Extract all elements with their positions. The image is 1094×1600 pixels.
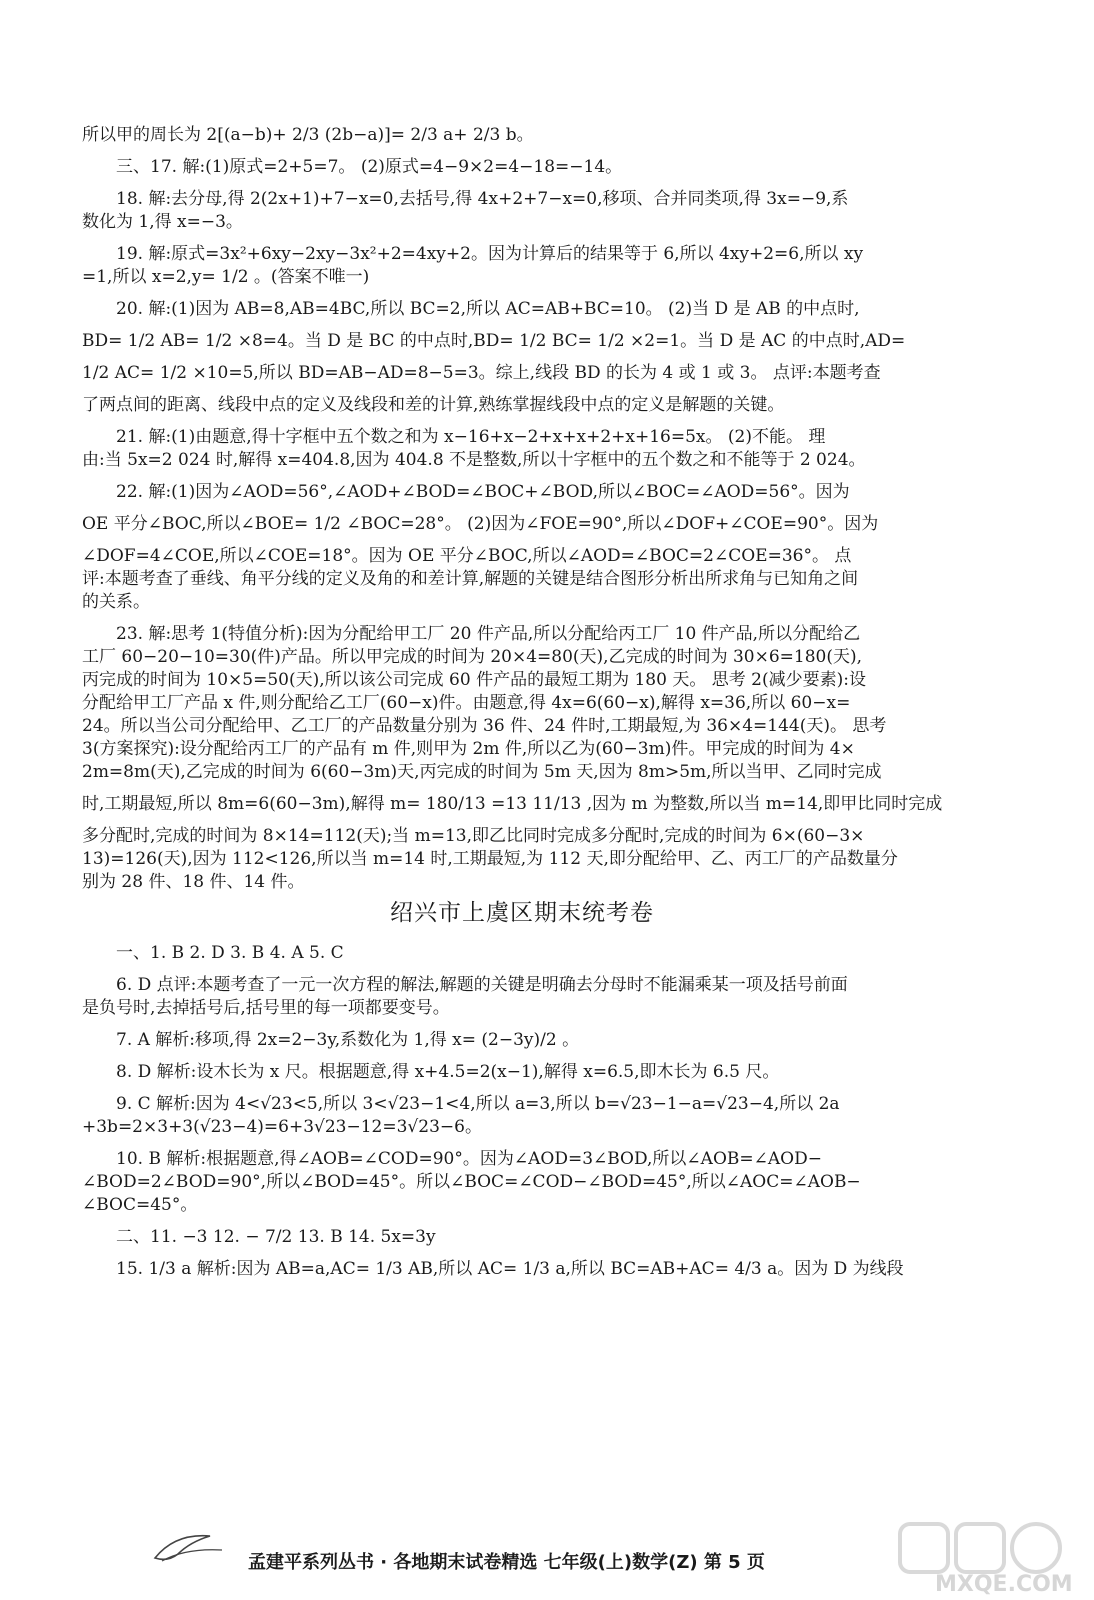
text-line: 13)=126(天),因为 112<126,所以当 m=14 时,工期最短,为 112 天,即分配给甲、乙、丙工厂的产品数量分 — [82, 849, 898, 869]
text-line: =1,所以 x=2,y= 1/2 。(答案不唯一) — [82, 267, 370, 287]
text-line: 15. 1/3 a 解析:因为 AB=a,AC= 1/3 AB,所以 AC= 1/3 a,所以 BC=AB+AC= 4/3 a。因为 D 为线段 — [116, 1259, 904, 1279]
text-line: ∠BOC=45°。 — [82, 1195, 198, 1215]
text-line: 时,工期最短,所以 8m=6(60−3m),解得 m= 180/13 =13 11/13 ,因为 m 为整数,所以当 m=14,即甲比同时完成 — [82, 794, 943, 814]
text-line: ∠BOD=2∠BOD=90°,所以∠BOD=45°。所以∠BOC=∠COD−∠BOD=45°,所以∠AOC=∠AOB− — [82, 1172, 861, 1192]
text-line: 丙完成的时间为 10×5=50(天),所以该公司完成 60 件产品的最短工期为 180 天。 思考 2(减少要素):设 — [82, 670, 866, 690]
text-line: 24。所以当公司分配给甲、乙工厂的产品数量分别为 36 件、24 件时,工期最短,为 36×4=144(天)。 思考 — [82, 716, 887, 736]
text-line: 多分配时,完成的时间为 8×14=112(天);当 m=13,即乙比同时完成多分配时,完成的时间为 6×(60−3× — [82, 826, 865, 846]
text-line: 数化为 1,得 x=−3。 — [82, 212, 243, 232]
swoosh-logo-icon — [150, 1528, 230, 1568]
text-line: 8. D 解析:设木长为 x 尺。根据题意,得 x+4.5=2(x−1),解得 x=6.5,即木长为 6.5 尺。 — [116, 1062, 780, 1082]
text-line: 是负号时,去掉括号后,括号里的每一项都要变号。 — [82, 998, 450, 1018]
text-line: 一、1. B 2. D 3. B 4. A 5. C — [116, 943, 344, 963]
text-line: 二、11. −3 12. − 7/2 13. B 14. 5x=3y — [116, 1227, 436, 1247]
text-line: 22. 解:(1)因为∠AOD=56°,∠AOD+∠BOD=∠BOC+∠BOD,所以∠BOC=∠AOD=56°。因为 — [116, 482, 850, 502]
watermark-text: MXQE.COM — [935, 1572, 1073, 1597]
text-line: 21. 解:(1)由题意,得十字框中五个数之和为 x−16+x−2+x+x+2+x+16=5x。 (2)不能。 理 — [116, 427, 826, 447]
text-line: ∠DOF=4∠COE,所以∠COE=18°。因为 OE 平分∠BOC,所以∠AOD=∠BOC=2∠COE=36°。 点 — [82, 546, 852, 566]
text-line: BD= 1/2 AB= 1/2 ×8=4。当 D 是 BC 的中点时,BD= 1/2 BC= 1/2 ×2=1。当 D 是 AC 的中点时,AD= — [82, 331, 906, 351]
section-title: 绍兴市上虞区期末统考卷 — [390, 900, 654, 926]
text-line: 的关系。 — [82, 592, 150, 612]
text-line: 评:本题考查了垂线、角平分线的定义及角的和差计算,解题的关键是结合图形分析出所求角与已知角之间 — [82, 569, 859, 589]
watermark-logo-icon — [890, 1520, 1070, 1580]
text-line: 由:当 5x=2 024 时,解得 x=404.8,因为 404.8 不是整数,所以十字框中的五个数之和不能等于 2 024。 — [82, 450, 866, 470]
text-line: 20. 解:(1)因为 AB=8,AB=4BC,所以 BC=2,所以 AC=AB+BC=10。 (2)当 D 是 AB 的中点时, — [116, 299, 860, 319]
text-line: OE 平分∠BOC,所以∠BOE= 1/2 ∠BOC=28°。 (2)因为∠FOE=90°,所以∠DOF+∠COE=90°。因为 — [82, 514, 879, 534]
text-line: 别为 28 件、18 件、14 件。 — [82, 872, 305, 892]
text-line: 所以甲的周长为 2[(a−b)+ 2/3 (2b−a)]= 2/3 a+ 2/3 b。 — [82, 125, 534, 145]
text-line: 了两点间的距离、线段中点的定义及线段和差的计算,熟练掌握线段中点的定义是解题的关键。 — [82, 395, 785, 415]
text-line: 三、17. 解:(1)原式=2+5=7。 (2)原式=4−9×2=4−18=−14。 — [116, 157, 623, 177]
answer-page — [82, 124, 962, 1281]
text-line: 分配给甲工厂产品 x 件,则分配给乙工厂(60−x)件。由题意,得 4x=6(60−x),解得 x=36,所以 60−x= — [82, 693, 851, 713]
text-line: +3b=2×3+3(√23−4)=6+3√23−12=3√23−6。 — [82, 1117, 482, 1137]
text-line: 23. 解:思考 1(特值分析):因为分配给甲工厂 20 件产品,所以分配给丙工厂 10 件产品,所以分配给乙 — [116, 624, 861, 644]
text-line: 2m=8m(天),乙完成的时间为 6(60−3m)天,丙完成的时间为 5m 天,因为 8m>5m,所以当甲、乙同时完成 — [82, 762, 882, 782]
text-line: 1/2 AC= 1/2 ×10=5,所以 BD=AB−AD=8−5=3。综上,线段 BD 的长为 4 或 1 或 3。 点评:本题考查 — [82, 363, 881, 383]
text-line: 3(方案探究):设分配给丙工厂的产品有 m 件,则甲为 2m 件,所以乙为(60−3m)件。甲完成的时间为 4× — [82, 739, 855, 759]
page-footer: 孟建平系列丛书 · 各地期末试卷精选 七年级(上)数学(Z) 第 5 页 — [248, 1552, 765, 1573]
text-line: 10. B 解析:根据题意,得∠AOB=∠COD=90°。因为∠AOD=3∠BOD,所以∠AOB=∠AOD− — [116, 1149, 822, 1169]
text-line: 工厂 60−20−10=30(件)产品。所以甲完成的时间为 20×4=80(天),乙完成的时间为 30×6=180(天), — [82, 647, 863, 667]
text-line: 7. A 解析:移项,得 2x=2−3y,系数化为 1,得 x= (2−3y)/2 。 — [116, 1030, 580, 1050]
text-line: 19. 解:原式=3x²+6xy−2xy−3x²+2=4xy+2。因为计算后的结果等于 6,所以 4xy+2=6,所以 xy — [116, 244, 864, 264]
text-line: 6. D 点评:本题考查了一元一次方程的解法,解题的关键是明确去分母时不能漏乘某一项及括号前面 — [116, 975, 848, 995]
text-line: 9. C 解析:因为 4<√23<5,所以 3<√23−1<4,所以 a=3,所以 b=√23−1−a=√23−4,所以 2a — [116, 1094, 840, 1114]
text-line: 18. 解:去分母,得 2(2x+1)+7−x=0,去括号,得 4x+2+7−x=0,移项、合并同类项,得 3x=−9,系 — [116, 189, 849, 209]
